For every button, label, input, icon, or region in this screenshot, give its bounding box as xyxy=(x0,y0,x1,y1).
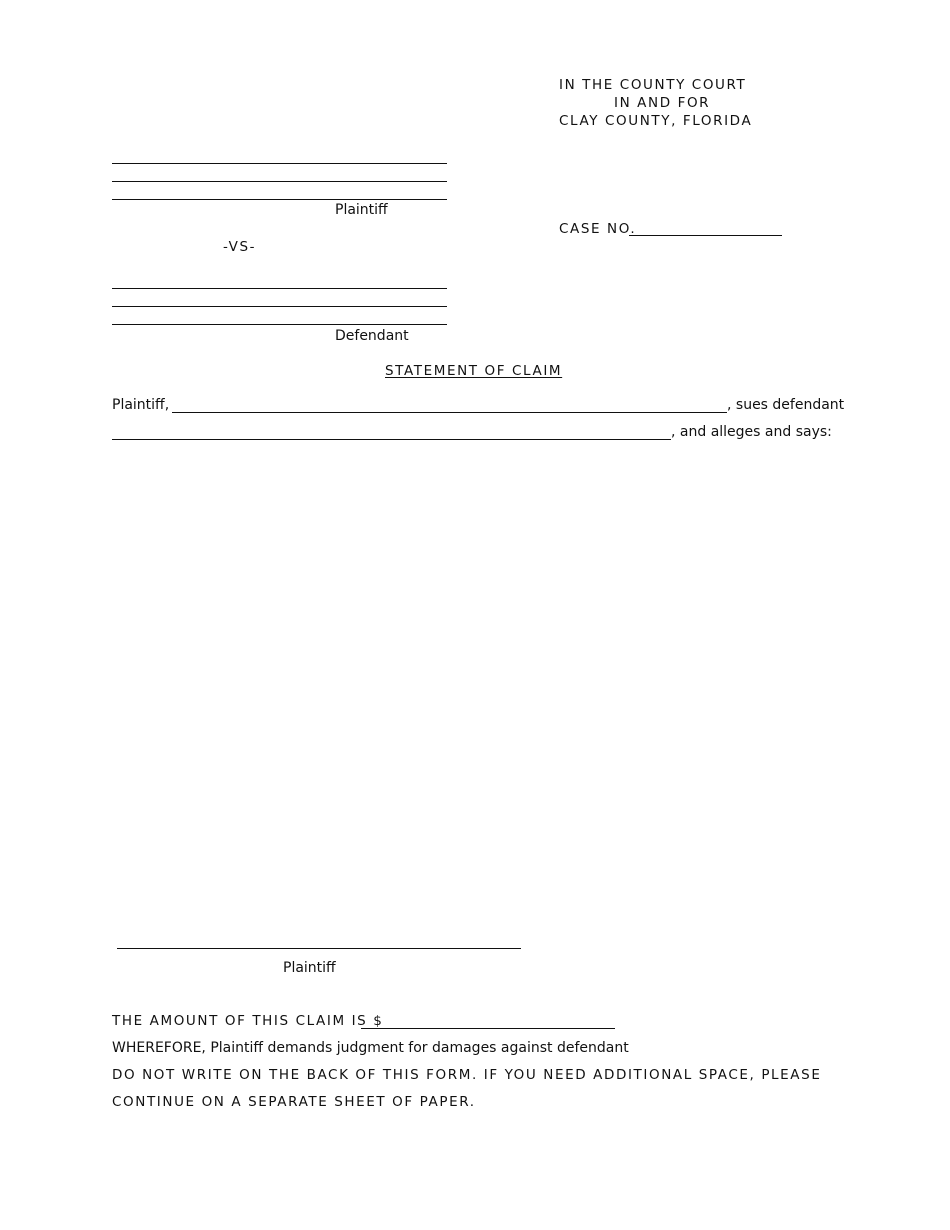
defendant-name-field[interactable] xyxy=(112,439,671,440)
plaintiff-caption-label: Plaintiff xyxy=(335,202,388,218)
plaintiff-name-line-2[interactable] xyxy=(112,181,447,182)
court-heading-line2: IN AND FOR xyxy=(614,95,711,111)
plaintiff-name-line-1[interactable] xyxy=(112,163,447,164)
court-heading-line3: CLAY COUNTY, FLORIDA xyxy=(559,113,753,129)
versus-label: -VS- xyxy=(223,239,257,255)
notice-line-2: CONTINUE ON A SEPARATE SHEET OF PAPER. xyxy=(112,1094,476,1110)
plaintiff-name-field[interactable] xyxy=(172,412,727,413)
claim-amount-label: THE AMOUNT OF THIS CLAIM IS $ xyxy=(112,1013,384,1029)
statement-title: STATEMENT OF CLAIM xyxy=(385,363,563,379)
defendant-name-line-3[interactable] xyxy=(112,324,447,325)
notice-line-1: DO NOT WRITE ON THE BACK OF THIS FORM. IF YOU NEED ADDITIONAL SPACE, PLEASE xyxy=(112,1067,822,1083)
case-number-label: CASE NO. xyxy=(559,221,637,237)
plaintiff-name-line-3[interactable] xyxy=(112,199,447,200)
wherefore-text: WHEREFORE, Plaintiff demands judgment for damages against defendant xyxy=(112,1040,629,1056)
plaintiff-prefix: Plaintiff, xyxy=(112,397,170,413)
court-heading-line1: IN THE COUNTY COURT xyxy=(559,77,747,93)
alleges-text: , and alleges and says: xyxy=(671,424,832,440)
defendant-caption-label: Defendant xyxy=(335,328,409,344)
case-number-field[interactable] xyxy=(629,235,782,236)
plaintiff-signature-line[interactable] xyxy=(117,948,521,949)
signature-plaintiff-label: Plaintiff xyxy=(283,960,336,976)
sues-defendant-text: , sues defendant xyxy=(727,397,845,413)
defendant-name-line-1[interactable] xyxy=(112,288,447,289)
claim-amount-field[interactable] xyxy=(361,1028,615,1029)
defendant-name-line-2[interactable] xyxy=(112,306,447,307)
